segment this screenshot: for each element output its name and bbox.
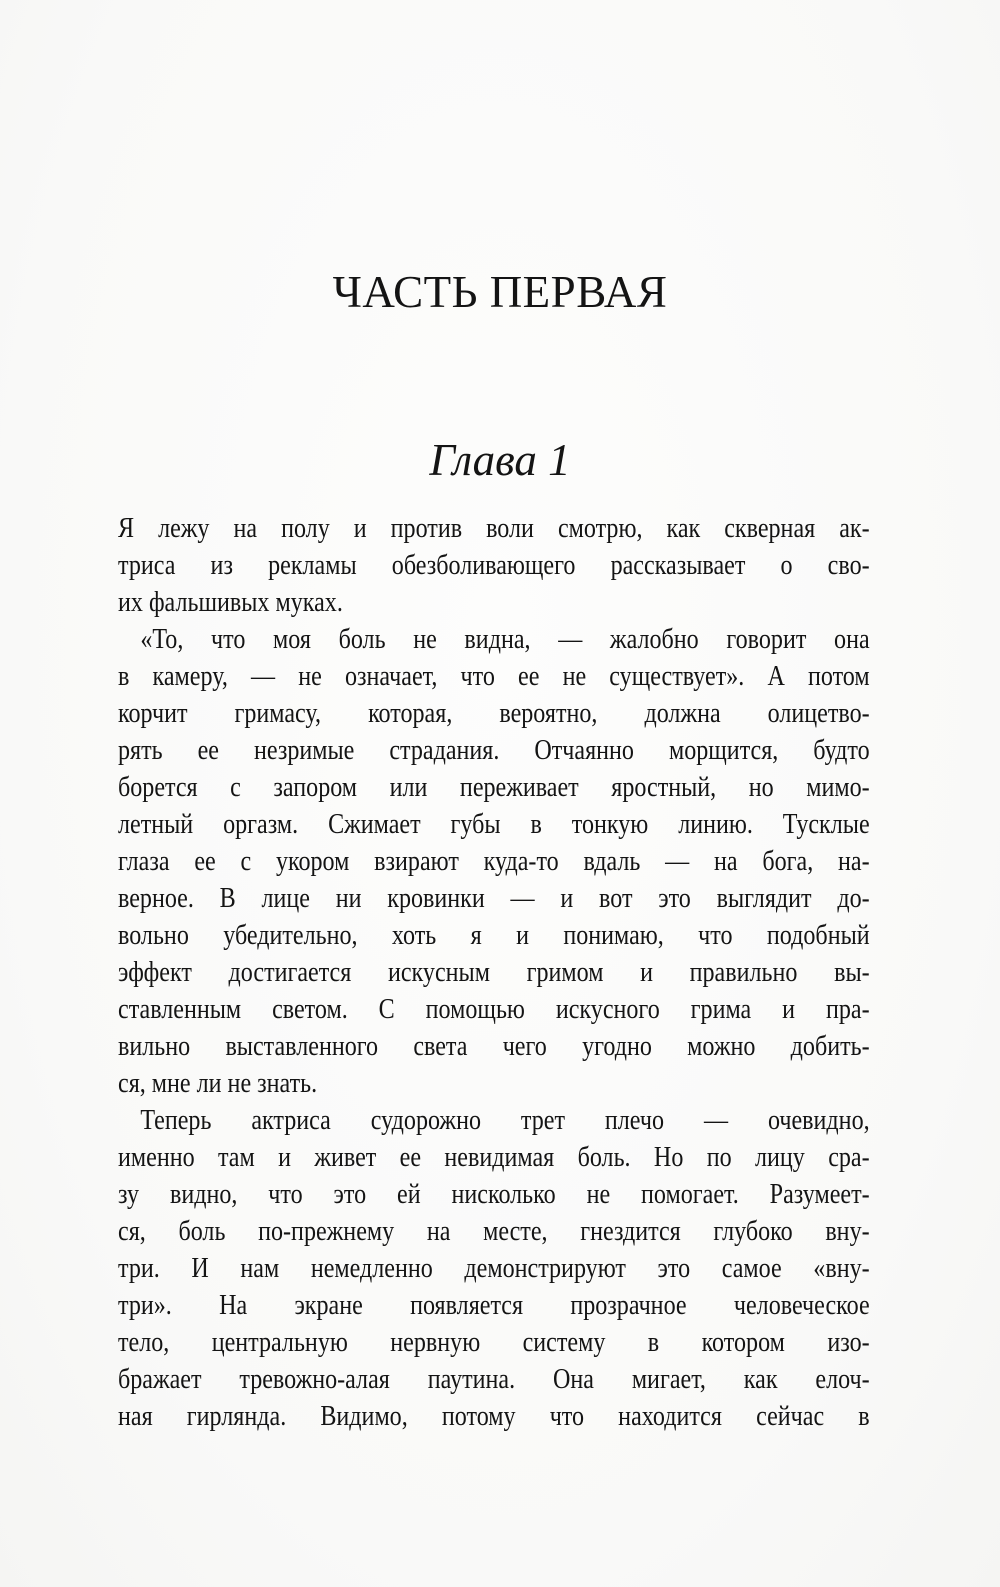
text-line: триса из рекламы обезболивающего рассказывает о сво- (118, 550, 870, 581)
text-line: Теперь актриса судорожно трет плечо — очевидно, (140, 1105, 870, 1136)
paragraph (118, 510, 870, 621)
text-line: вольно убедительно, хоть я и понимаю, что подобный (118, 920, 870, 951)
text-line: корчит гримасу, которая, вероятно, должна олицетво- (118, 698, 870, 729)
text-line: их фальшивых муках. (118, 587, 343, 618)
paragraph (118, 621, 870, 1102)
paragraph (118, 1102, 870, 1435)
chapter-body (118, 510, 870, 1435)
text-line: «То, что моя боль не видна, — жалобно говорит она (140, 624, 870, 655)
text-line: летный оргазм. Сжимает губы в тонкую линию. Тусклые (118, 809, 870, 840)
text-line: вильно выставленного света чего угодно можно добить- (118, 1031, 870, 1062)
text-line: ная гирлянда. Видимо, потому что находится сейчас в (118, 1401, 870, 1432)
text-line: рять ее незримые страдания. Отчаянно морщится, будто (118, 735, 870, 766)
text-line: три». На экране появляется прозрачное человеческое (118, 1290, 870, 1321)
text-line: Я лежу на полу и против воли смотрю, как скверная ак- (118, 513, 870, 544)
text-line: эффект достигается искусным гримом и правильно вы- (118, 957, 870, 988)
text-line: три. И нам немедленно демонстрируют это самое «вну- (118, 1253, 870, 1284)
part-title: ЧАСТЬ ПЕРВАЯ (332, 267, 668, 317)
text-line: бражает тревожно-алая паутина. Она мигает, как елоч- (118, 1364, 870, 1395)
text-line: верное. В лице ни кровинки — и вот это выглядит до- (118, 883, 870, 914)
text-line: борется с запором или переживает яростный, но мимо- (118, 772, 870, 803)
text-line: глаза ее с укором взирают куда-то вдаль — на бога, на- (118, 846, 870, 877)
text-line: зу видно, что это ей нисколько не помогает. Разумеет- (118, 1179, 870, 1210)
text-line: тело, центральную нервную систему в котором изо- (118, 1327, 870, 1358)
text-line: ся, мне ли не знать. (118, 1068, 318, 1099)
text-line: именно там и живет ее невидимая боль. Но по лицу сра- (118, 1142, 870, 1173)
text-line: ся, боль по-прежнему на месте, гнездится глубоко вну- (118, 1216, 870, 1247)
text-line: ставленным светом. С помощью искусного грима и пра- (118, 994, 870, 1025)
text-line: в камеру, — не означает, что ее не существует». А потом (118, 661, 870, 692)
chapter-title: Глава 1 (429, 435, 571, 485)
